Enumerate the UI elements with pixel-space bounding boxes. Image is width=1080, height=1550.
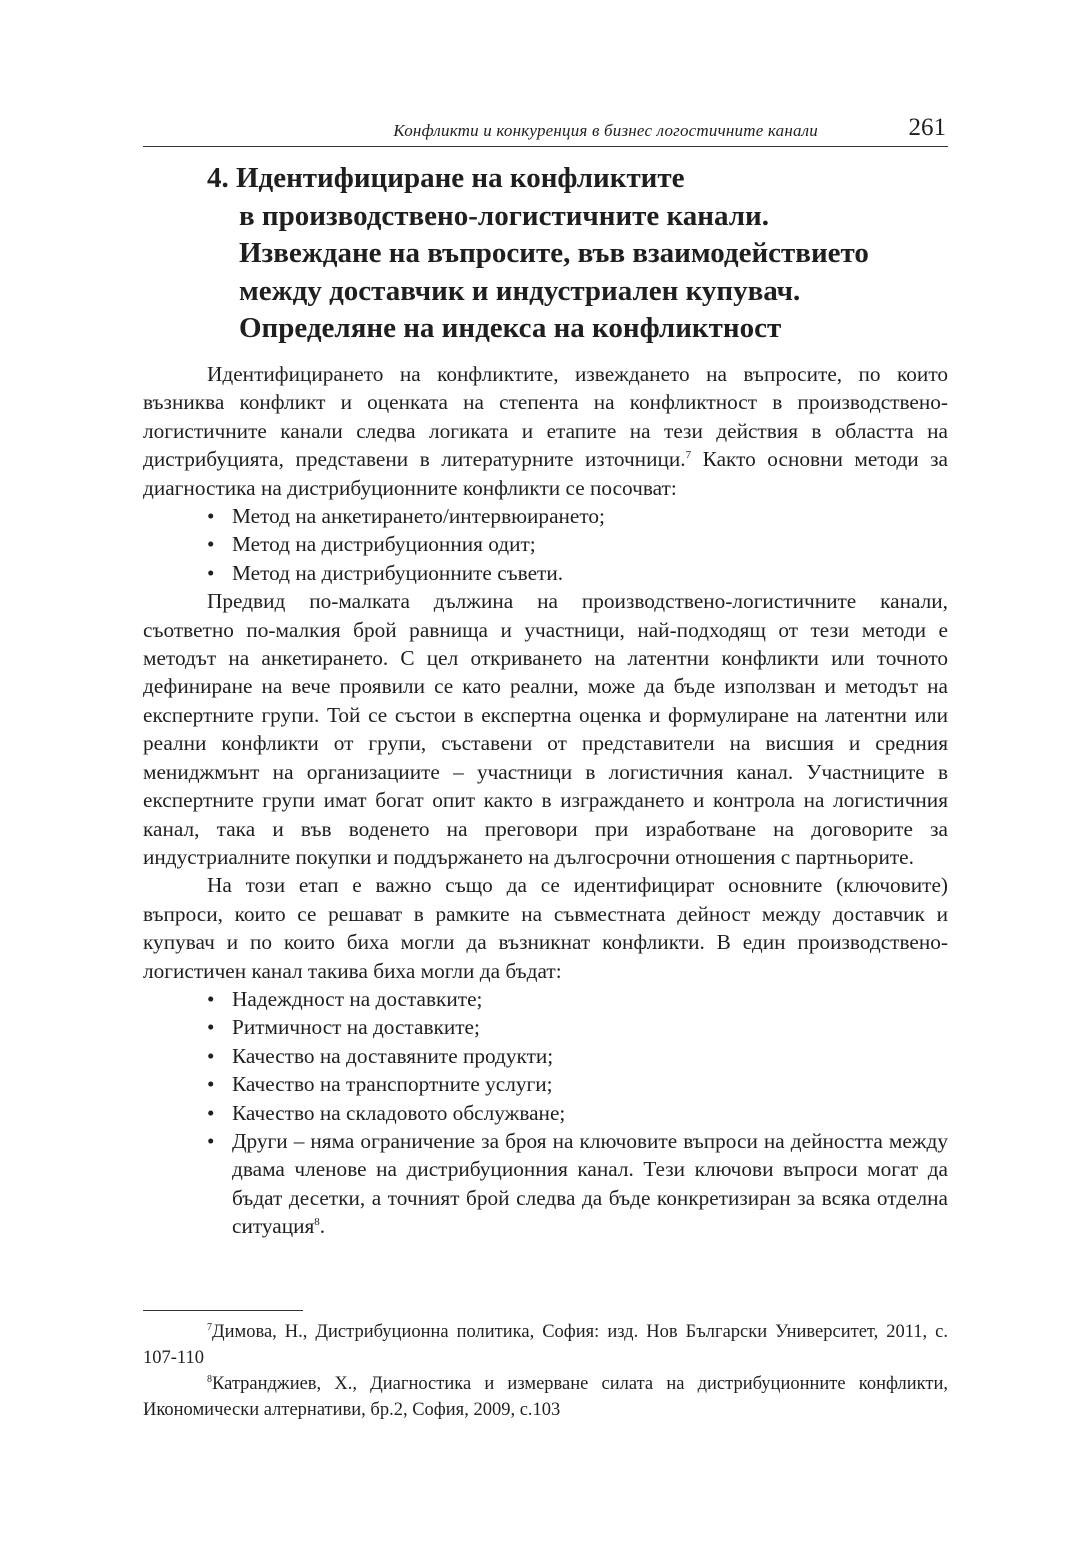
key-issues-list — [143, 985, 948, 1241]
body-text — [143, 360, 948, 1241]
footnotes — [143, 1319, 948, 1423]
footnote-mark: 7 — [207, 1322, 212, 1333]
list-item: • Метод на анкетирането/интервюирането; — [207, 502, 948, 530]
heading-line-4: между доставчик и индустриален купувач. — [239, 274, 801, 307]
running-title: Конфликти и конкуренция в бизнес логостичните канали — [393, 121, 818, 140]
list-item: • Качество на складовото обслужване; — [207, 1099, 948, 1127]
footnote-ref-7[interactable]: 7 — [685, 448, 692, 461]
heading-line-1: 4. Идентифициране на конфликтите — [207, 162, 685, 194]
list-item: • Метод на дистрибуционните съвети. — [207, 559, 948, 587]
list-item: • Метод на дистрибуционния одит; — [207, 530, 948, 558]
list-item-other — [207, 1127, 948, 1241]
list-item: • Качество на доставяните продукти; — [207, 1042, 948, 1070]
footnote-ref-8[interactable]: 8 — [314, 1215, 320, 1228]
paragraph-1-continuation: Както основни методи за диагностика на дистрибуционните конфликти се посочват: — [143, 447, 949, 500]
list-item: • Ритмичност на доставките; — [207, 1013, 948, 1041]
list-item-other-text: Други – няма ограничение за броя на ключовите въпроси на дейността между двама членове на дистрибуционния канал. Тези ключови въпроси могат да бъдат десетки, а точният брой следва да бъде конкретизиран за всяка отделна ситуация — [232, 1128, 948, 1239]
paragraph-2: Предвид по-малката дължина на производствено-логистичните канали, съответно по-малкия брой равнища и участници, най-подходящ от тези методи е методът на анкетирането. С цел откриването на латентни конфликти или точното дефиниране на вече проявили се като реални, може да бъде използван и методът на експертните групи. Той се състои в експертна оценка и формулиране на латентни или реални конфликти от групи, съставени от представители на висшия и средния мениджмънт на организациите – участници в логистичния канал. Участниците в експертните групи имат богат опит както в изграждането и контрола на логистичния канал, така и във воденето на преговори при изработване на договорите за индустриалните покупки и поддържането на дългосрочни отношения с партньорите. — [143, 589, 948, 869]
footnote-text: Катранджиев, Х., Диагностика и измерване силата на дистрибуционните конфликти, Икономически алтернативи, бр.2, София, 2009, с.103 — [143, 1374, 948, 1420]
list-item: • Надеждност на доставките; — [207, 985, 948, 1013]
heading-line-5: Определяне на индекса на конфликтност — [239, 312, 782, 344]
footnote-text: Димова, Н., Дистрибуционна политика, София: изд. Нов Български Университет, 2011, с. 107-110 — [143, 1322, 948, 1368]
page-number: 261 — [908, 114, 946, 141]
heading-line-2: в производствено-логистичните канали. — [239, 199, 770, 232]
footnote-mark: 8 — [207, 1374, 212, 1385]
footnote-separator — [143, 1310, 303, 1311]
footnote-8 — [143, 1371, 948, 1423]
methods-list — [143, 502, 948, 587]
list-item: • Качество на транспортните услуги; — [207, 1070, 948, 1098]
running-header — [143, 112, 948, 147]
paragraph-3: На този етап е важно също да се идентифицират основните (ключовите) въпроси, които се решават в рамките на съвместната дейност между доставчик и купувач и по които биха могли да възникнат конфликти. В един производствено-логистичен канал такива биха могли да бъдат: — [143, 873, 948, 983]
list-item-other-end: . — [319, 1214, 326, 1239]
section-heading — [207, 160, 947, 348]
heading-line-3: Извеждане на въпросите, във взаимодействието — [239, 237, 869, 269]
paragraph-1-text: Идентифицирането на конфликтите, извеждането на въпросите, по които възниква конфликт и оценката на степента на конфликтност в производствено-логистичните канали следва логиката и етапите на тези действия в областта на дистрибуцията, представени в литературните източници. — [143, 362, 948, 472]
footnote-7 — [143, 1319, 948, 1371]
paragraph-1 — [143, 360, 948, 502]
